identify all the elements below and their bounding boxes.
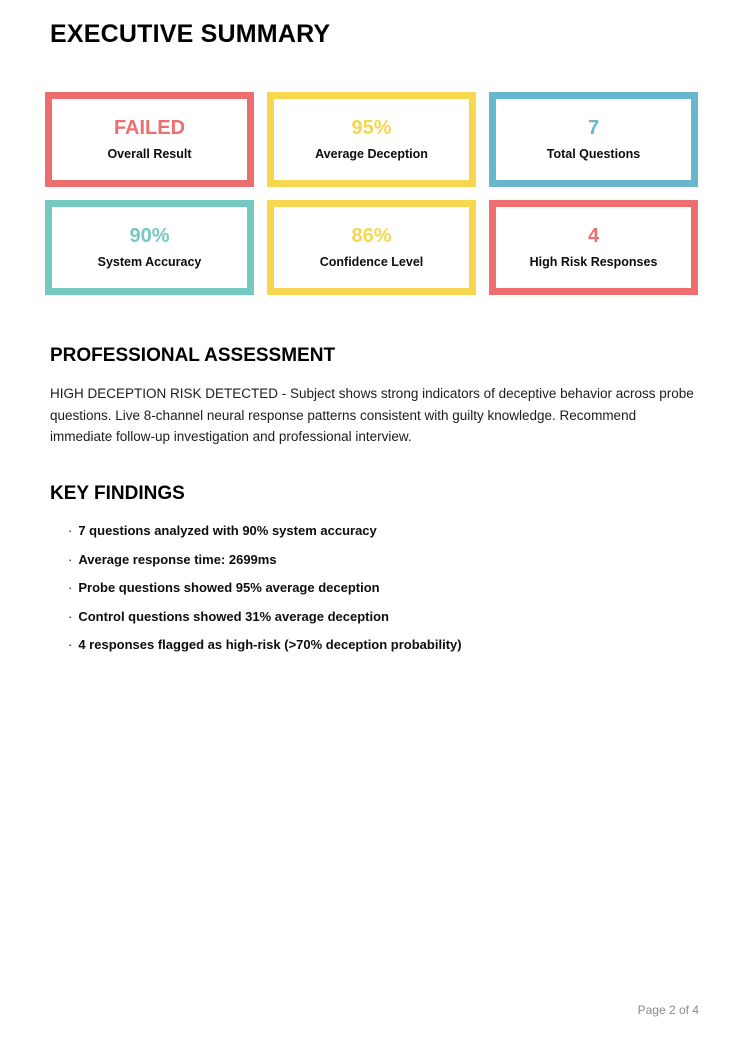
stat-value-average-deception: 95% [351, 117, 392, 140]
finding-item: · Probe questions showed 95% average deception [68, 581, 698, 594]
summary-cards [45, 92, 698, 295]
stat-value-total-questions: 7 [587, 117, 600, 140]
stat-label-confidence-level: Confidence Level [319, 255, 424, 270]
stat-label-high-risk-responses: High Risk Responses [529, 255, 658, 270]
stat-label-overall-result: Overall Result [107, 147, 192, 162]
stat-value-confidence-level: 86% [351, 225, 392, 248]
assessment-body: HIGH DECEPTION RISK DETECTED - Subject shows strong indicators of deceptive behavior across probe questions. Live 8-channel neural response patterns consistent with guilty knowledge. Recommend immediate follow-up investigation and professional interview. [50, 386, 694, 445]
stat-card-high-risk-responses [489, 200, 698, 295]
finding-item: · Average response time: 2699ms [68, 553, 698, 566]
findings-list [45, 524, 698, 651]
findings-heading: KEY FINDINGS [50, 483, 185, 505]
stat-card-average-deception [267, 92, 476, 187]
stat-card-confidence-level [267, 200, 476, 295]
page-title: EXECUTIVE SUMMARY [50, 20, 331, 48]
finding-item: · 4 responses flagged as high-risk (>70% deception probability) [68, 638, 698, 651]
stat-label-average-deception: Average Deception [315, 147, 428, 162]
assessment-heading: PROFESSIONAL ASSESSMENT [50, 345, 336, 366]
stat-label-total-questions: Total Questions [546, 147, 641, 162]
stat-card-overall-result [45, 92, 254, 187]
stat-value-high-risk-responses: 4 [587, 225, 600, 248]
stat-value-system-accuracy: 90% [129, 225, 170, 248]
finding-item: · 7 questions analyzed with 90% system accuracy [68, 524, 698, 537]
stat-label-system-accuracy: System Accuracy [97, 255, 202, 270]
finding-item: · Control questions showed 31% average deception [68, 610, 698, 623]
page-number: Page 2 of 4 [637, 1003, 699, 1017]
stat-card-total-questions [489, 92, 698, 187]
stat-card-system-accuracy [45, 200, 254, 295]
stat-value-overall-result: FAILED [113, 117, 186, 140]
